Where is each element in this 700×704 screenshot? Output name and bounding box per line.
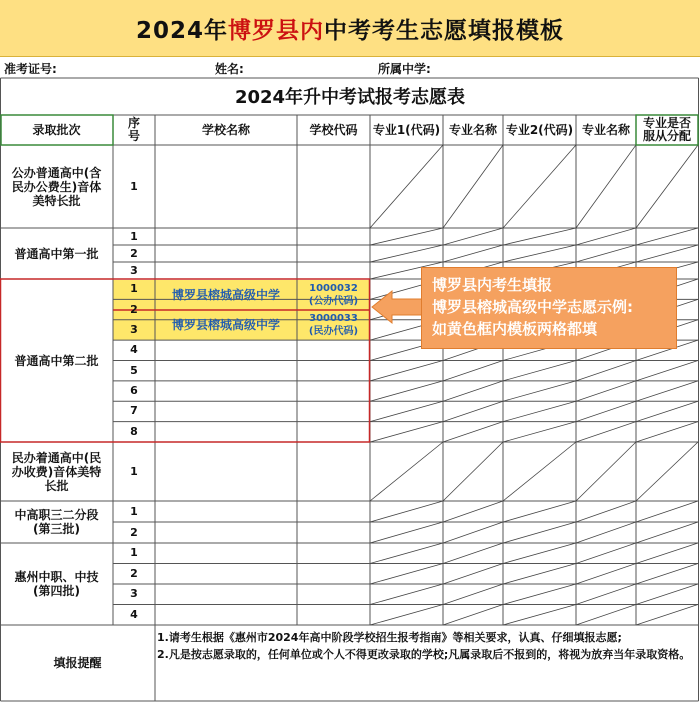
diagonal-line [576,381,636,401]
seq-number: 3 [130,263,138,277]
example-code-2-value: 3000033 [309,313,358,324]
form-title: 2024年升中考试报考志愿表 [234,87,466,108]
header-major1: 专业1(代码) [372,123,441,137]
diagonal-line [370,361,443,381]
diagonal-line [370,501,443,522]
diagonal-line [370,584,443,605]
header-seq-1: 序 [127,116,140,130]
example-school-1: 博罗县榕城高级中学 [171,288,280,302]
diagonal-line [443,381,503,401]
diagonal-line [443,564,503,585]
diagonal-line [503,605,576,626]
seq-number: 2 [130,246,138,260]
diagonal-line [636,381,698,401]
diagonal-line [370,422,443,442]
callout-line-3: 如黄色框内模板两格都填 [432,320,598,338]
banner-year: 2024年 [135,17,228,44]
diagonal-line [576,442,636,501]
seq-number: 3 [130,322,138,336]
batch-label-2: 普通高中第一批 [14,246,99,261]
diagonal-line [636,584,698,605]
diagonal-line [503,522,576,543]
seq-number: 1 [130,282,138,296]
batch-label-1: 公办普通高中(含民办公费生)音体美特长批 [11,165,102,208]
seq-number: 1 [130,229,138,243]
seq-number: 8 [130,424,138,438]
diagonal-line [503,564,576,585]
diagonal-line [370,245,443,262]
diagonal-line [576,605,636,626]
diagonal-line [443,245,503,262]
tips-line-1: 1.请考生根据《惠州市2024年高中阶段学校招生报考指南》等相关要求，认真、仔细填报志愿; [157,631,622,644]
header-major-name2: 专业名称 [581,123,630,137]
banner-rest: 中考考生志愿填报模板 [324,17,564,44]
diagonal-line [370,401,443,421]
diagonal-line [636,564,698,585]
header-obey: 专业是否服从分配 [642,116,691,143]
diagonal-line [636,522,698,543]
batch-label-3: 普通高中第二批 [14,353,99,368]
diagonal-line [370,605,443,626]
diagonal-line [636,501,698,522]
diagonal-line [503,361,576,381]
seq-number: 2 [130,566,138,580]
example-code-2 [297,310,370,340]
batch-label-5: 中高职三二分段(第三批) [14,508,99,536]
seq-number: 4 [130,343,138,357]
diagonal-line [576,245,636,262]
header-school-name: 学校名称 [201,123,250,137]
diagonal-line [443,501,503,522]
header-major2: 专业2(代码) [505,123,574,137]
diagonal-line [576,228,636,245]
seq-number: 4 [130,607,138,621]
seq-number: 2 [130,525,138,539]
school-label: 所属中学: [378,62,431,76]
batch-label-6: 惠州中职、中技(第四批) [14,570,99,598]
diagonal-line [636,543,698,564]
diagonal-line [370,522,443,543]
banner-county: 博罗县内 [228,17,324,44]
diagonal-line [443,422,503,442]
diagonal-line [443,543,503,564]
diagonal-line [370,145,443,228]
diagonal-line [443,605,503,626]
tips-label: 填报提醒 [53,656,102,670]
example-code-1 [297,280,370,310]
header-major-name1: 专业名称 [448,123,497,137]
diagonal-line [636,245,698,262]
diagonal-line [443,361,503,381]
diagonal-line [576,501,636,522]
example-school-2: 博罗县榕城高级中学 [171,318,280,332]
diagonal-line [636,401,698,421]
diagonal-line [503,245,576,262]
diagonal-line [503,228,576,245]
diagonal-line [503,381,576,401]
callout-line-1: 博罗县内考生填报 [432,276,553,294]
header-seq-2: 号 [127,129,140,143]
diagonal-line [636,228,698,245]
header-seq [113,115,155,145]
exam-number-label: 准考证号: [4,62,57,76]
diagonal-line [503,543,576,564]
diagonal-line [370,442,443,501]
diagonal-line [576,543,636,564]
seq-number: 1 [130,179,138,193]
diagonal-line [636,605,698,626]
header-batch: 录取批次 [32,123,81,137]
seq-number: 3 [130,587,138,601]
name-label: 姓名: [215,62,244,76]
diagonal-line [443,584,503,605]
seq-number: 1 [130,504,138,518]
diagonal-line [503,501,576,522]
diagonal-line [370,543,443,564]
diagonal-line [443,228,503,245]
seq-number: 1 [130,464,138,478]
example-code-1-value: 1000032 [309,283,358,294]
diagonal-line [576,564,636,585]
callout-line-2: 博罗县榕城高级中学志愿示例: [432,298,633,316]
diagonal-line [503,442,576,501]
diagonal-line [576,522,636,543]
diagonal-line [443,401,503,421]
diagonal-line [503,145,576,228]
diagonal-line [576,145,636,228]
batch-label-4: 民办着通高中(民办收费)音体美特长批 [11,450,102,493]
diagonal-line [636,145,698,228]
example-code-2-note: (民办代码) [308,326,359,337]
seq-number: 5 [130,363,138,377]
diagonal-line [443,145,503,228]
diagonal-line [576,361,636,381]
diagonal-line [370,564,443,585]
seq-number: 1 [130,546,138,560]
tips-text [157,629,697,663]
diagonal-line [636,361,698,381]
diagonal-line [636,422,698,442]
diagonal-line [503,422,576,442]
seq-number: 2 [130,302,138,316]
diagonal-line [576,422,636,442]
seq-number: 7 [130,404,138,418]
example-code-1-note: (公办代码) [308,296,359,307]
diagonal-line [576,401,636,421]
diagonal-line [503,401,576,421]
diagonal-line [636,442,698,501]
diagonal-line [443,522,503,543]
diagonal-line [370,228,443,245]
header-school-code: 学校代码 [309,123,358,137]
tips-line-2: 2.凡是按志愿录取的，任何单位或个人不得更改录取的学校;凡属录取后不报到的，将视为放弃当年录取资格。 [157,648,691,661]
diagonal-line [370,381,443,401]
example-callout [421,267,677,349]
diagonal-line [576,584,636,605]
diagonal-line [443,442,503,501]
diagonal-line [503,584,576,605]
seq-number: 6 [130,384,138,398]
